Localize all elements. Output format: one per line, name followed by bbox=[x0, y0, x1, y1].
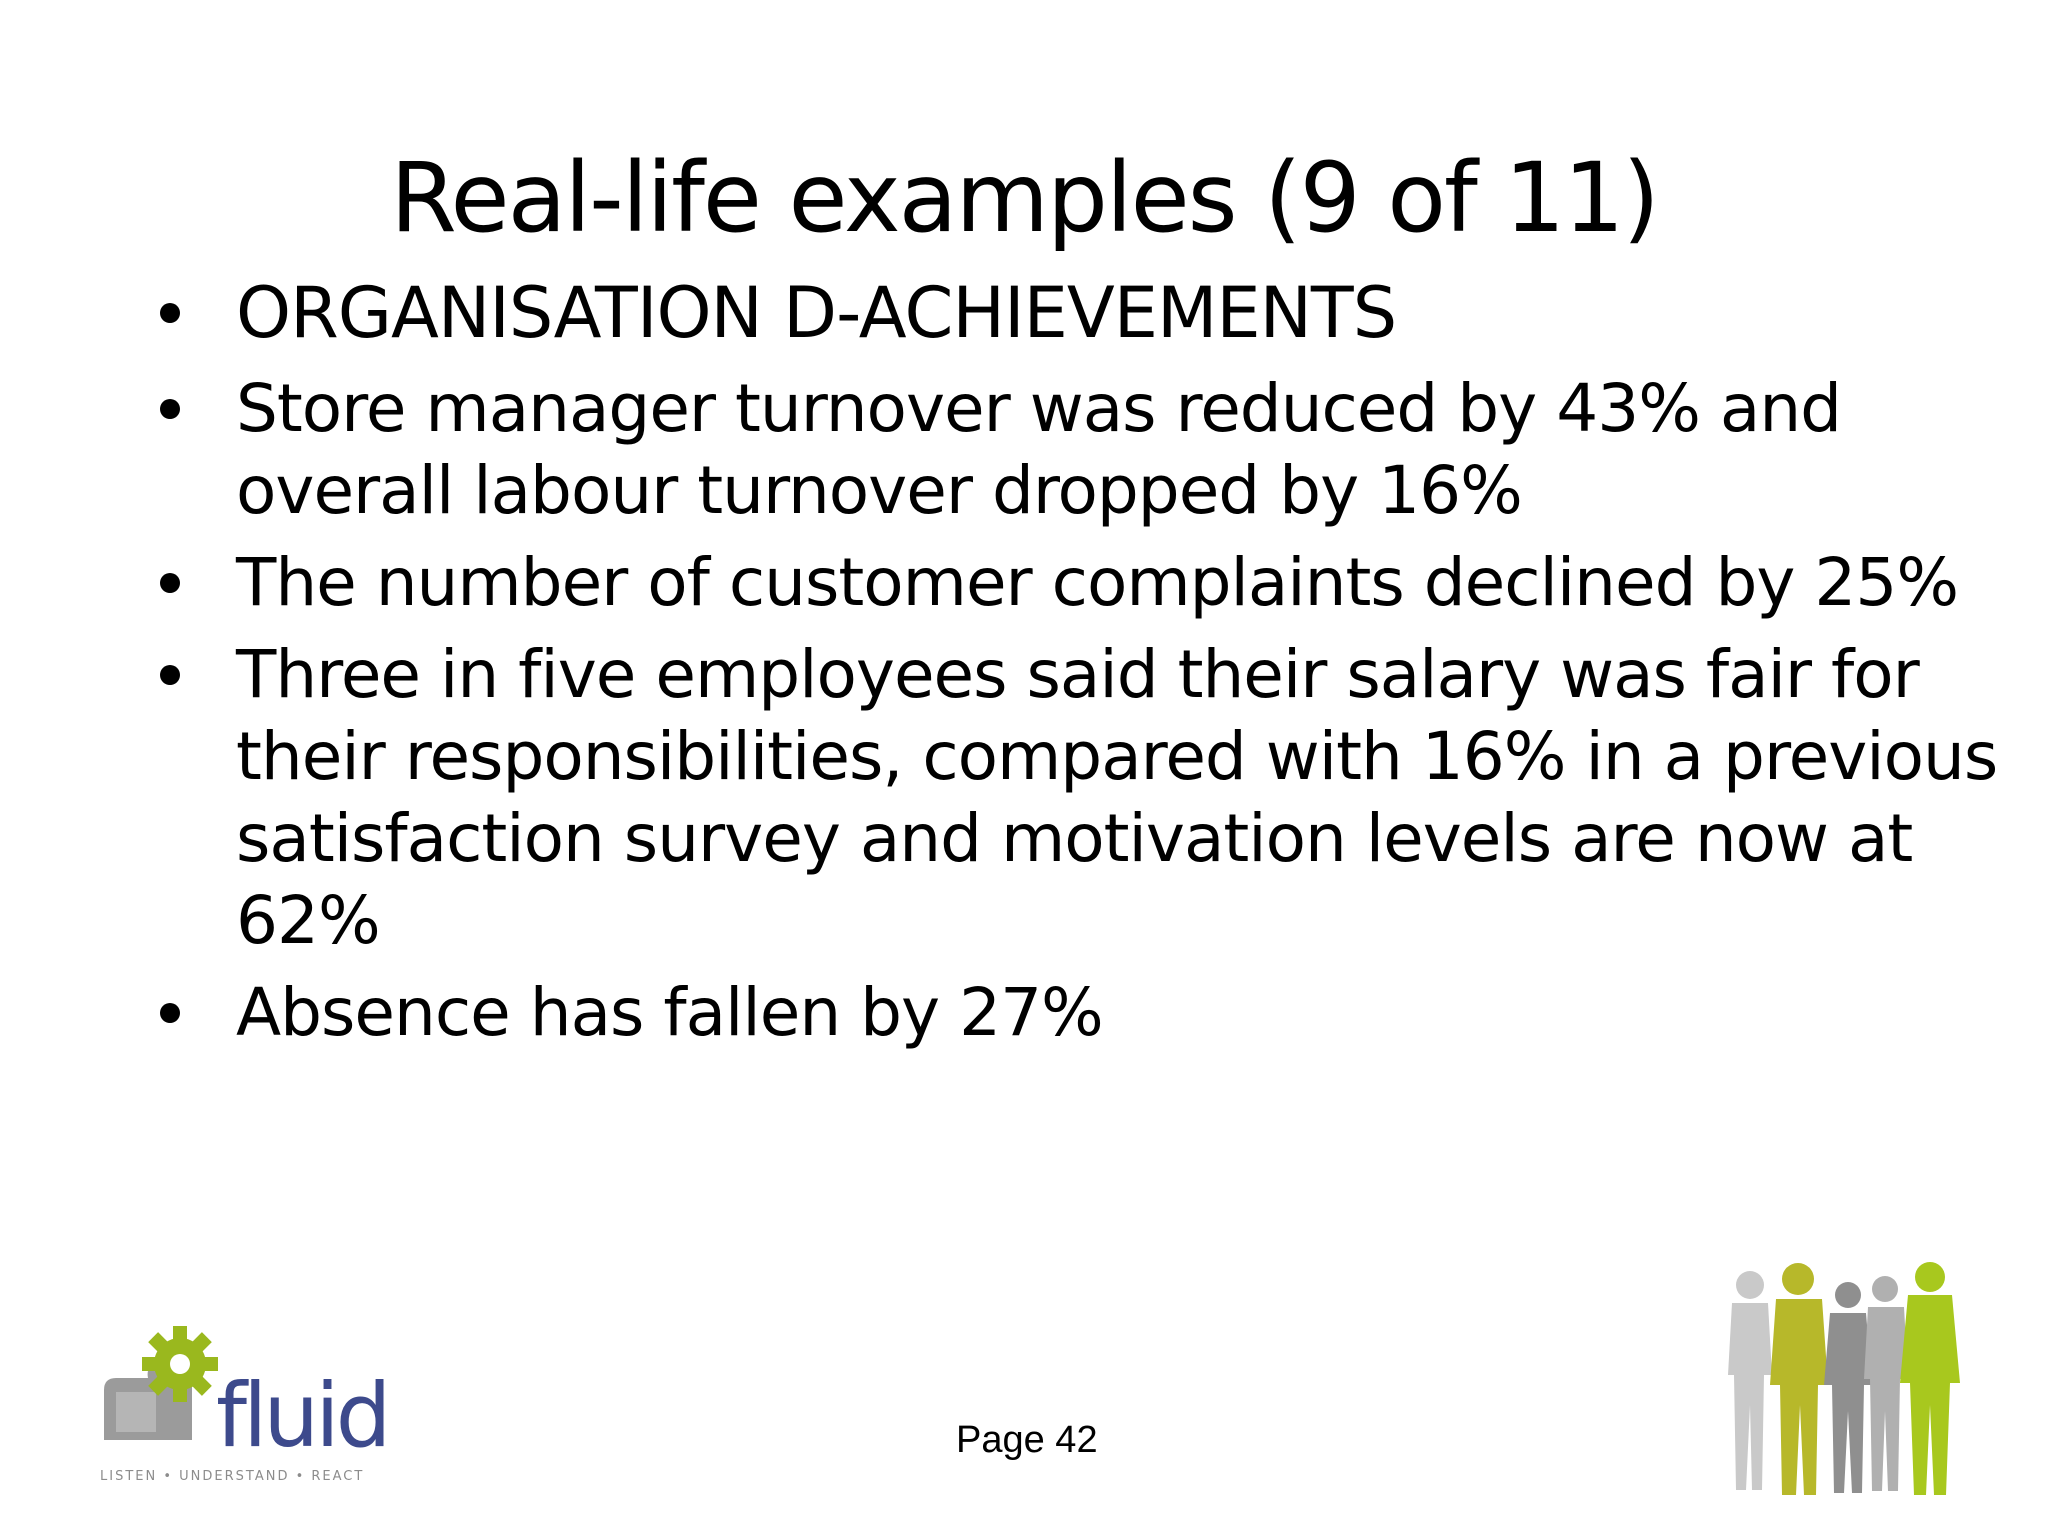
bullet-list bbox=[160, 272, 2000, 1054]
bullet-item bbox=[160, 972, 2000, 1054]
bullet-item bbox=[160, 542, 2000, 624]
fluid-logo bbox=[96, 1320, 416, 1500]
gear-puzzle-icon bbox=[96, 1320, 416, 1500]
logo-wordmark: fluid bbox=[216, 1364, 388, 1467]
page-number: Page 42 bbox=[956, 1419, 1098, 1461]
bullet-text: The number of customer complaints declined by 25% bbox=[236, 544, 1959, 621]
bullet-dot-icon bbox=[160, 399, 180, 419]
bullet-text: ORGANISATION D-ACHIEVEMENTS bbox=[236, 272, 1397, 354]
logo-tagline: LISTEN • UNDERSTAND • REACT bbox=[100, 1469, 365, 1484]
slide-title: Real-life examples (9 of 11) bbox=[390, 142, 1658, 254]
bullet-text: Absence has fallen by 27% bbox=[236, 974, 1103, 1051]
bullet-item bbox=[160, 634, 2000, 962]
people-silhouettes bbox=[1720, 1255, 1980, 1505]
bullet-dot-icon bbox=[160, 1003, 180, 1023]
bullet-dot-icon bbox=[160, 573, 180, 593]
bullet-dot-icon bbox=[160, 303, 180, 323]
bullet-text: Store manager turnover was reduced by 43% and overall labour turnover dropped by 16% bbox=[236, 370, 1842, 529]
bullet-item bbox=[160, 368, 2000, 532]
bullet-dot-icon bbox=[160, 665, 180, 685]
people-silhouettes-icon bbox=[1720, 1255, 1980, 1505]
bullet-text: Three in five employees said their salary was fair for their responsibilities, compared with 16% in a previous satisfaction survey and motivation levels are now at 62% bbox=[236, 636, 1998, 959]
bullet-item bbox=[160, 272, 2000, 354]
